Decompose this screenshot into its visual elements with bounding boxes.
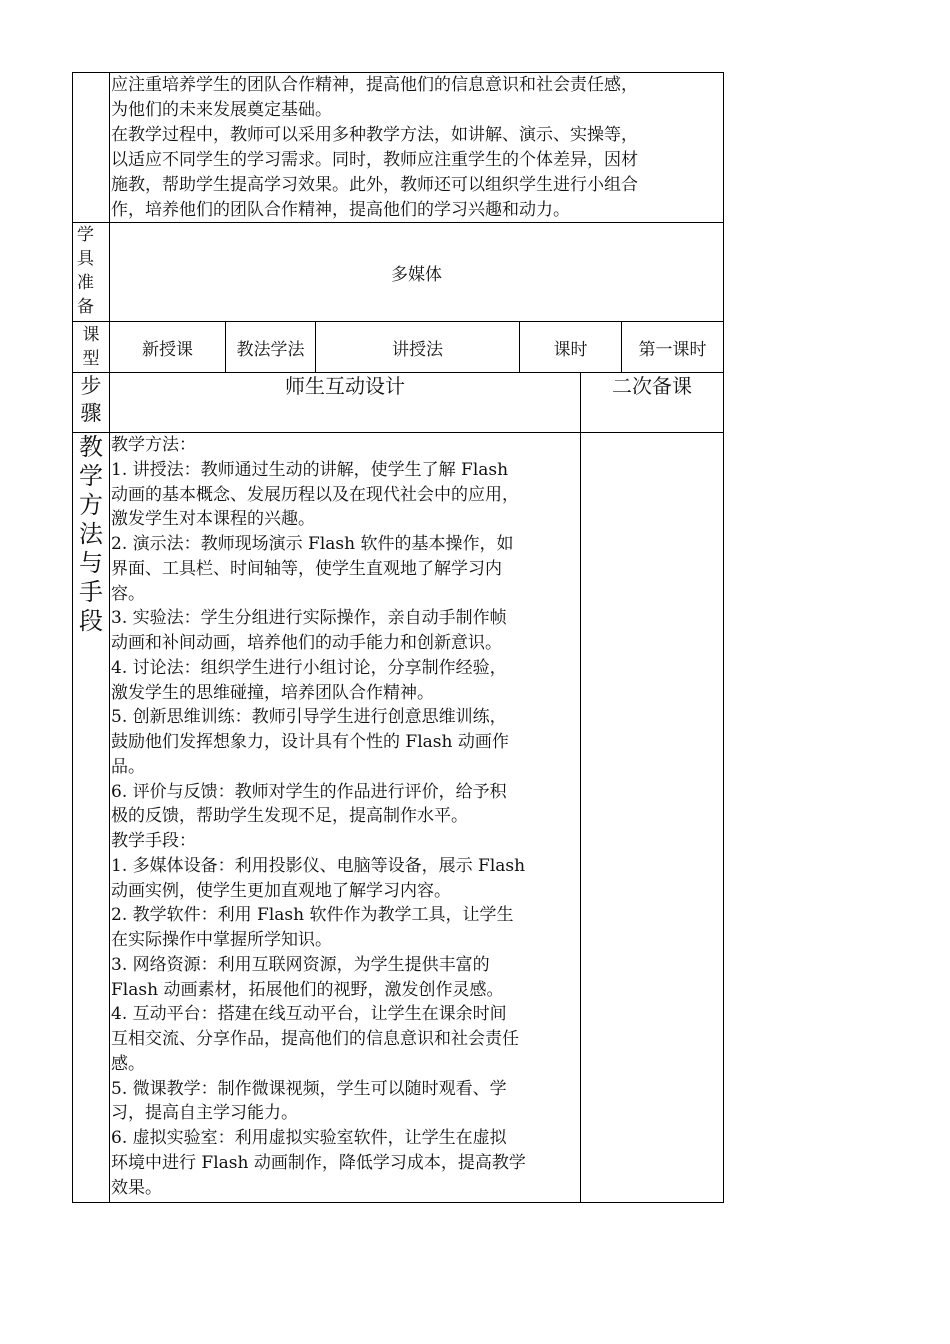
course-type-label-char: 型 xyxy=(82,349,100,369)
methods-text-line: 界面、工具栏、时间轴等，使学生直观地了解学习内 xyxy=(111,558,502,579)
methods-text-line: 3. 实验法：学生分组进行实际操作，亲自动手制作帧 xyxy=(111,608,507,629)
hours-value-cell xyxy=(621,321,724,373)
methods-text-line: 动画的基本概念、发展历程以及在现代社会中的应用， xyxy=(111,484,519,505)
methods-text-line: 4. 讨论法：组织学生进行小组讨论，分享制作经验， xyxy=(111,657,507,678)
prep-label xyxy=(73,223,109,319)
intro-text-line: 以适应不同学生的学习需求。同时，教师应注重学生的个体差异，因材 xyxy=(111,150,638,170)
methods-label-char: 教 xyxy=(79,433,103,461)
course-type-label-cell xyxy=(72,321,110,373)
methods-text-line: 2. 演示法：教师现场演示 Flash 软件的基本操作，如 xyxy=(111,534,514,554)
intro-text xyxy=(111,73,723,223)
method-value: 讲授法 xyxy=(392,339,443,360)
methods-text-line: 2. 教学软件：利用 Flash 软件作为教学工具，让学生 xyxy=(111,905,514,926)
methods-text-line: 6. 虚拟实验室：利用虚拟实验室软件，让学生在虚拟 xyxy=(111,1128,507,1148)
prep-value: 多媒体 xyxy=(391,264,442,285)
methods-label-char: 方 xyxy=(79,491,103,519)
design-title-cell xyxy=(109,372,581,433)
course-type-value-cell xyxy=(109,321,226,373)
methods-text-line: 教学方法： xyxy=(111,435,196,455)
methods-text-line: 动画实例，使学生更加直观地了解学习内容。 xyxy=(111,880,451,901)
methods-text-line: 5. 创新思维训练：教师引导学生进行创意思维训练， xyxy=(111,707,507,728)
prep-label-char: 准 xyxy=(77,273,94,293)
course-type-value: 新授课 xyxy=(142,339,193,360)
design-title: 师生互动设计 xyxy=(285,374,405,398)
prep-label-cell xyxy=(72,222,110,322)
methods-text-line: Flash 动画素材，拓展他们的视野，激发创作灵感。 xyxy=(111,979,504,1000)
hours-label-cell xyxy=(519,321,622,373)
methods-second-prep-cell xyxy=(580,432,724,1203)
methods-label-char: 与 xyxy=(79,549,103,577)
methods-text-line: 品。 xyxy=(111,756,145,777)
methods-label-cell xyxy=(72,432,110,1203)
methods-text xyxy=(111,433,579,1200)
second-prep-title: 二次备课 xyxy=(612,374,692,398)
intro-text-cell xyxy=(109,72,724,223)
methods-content-cell xyxy=(109,432,581,1203)
methods-text-line: 环境中进行 Flash 动画制作，降低学习成本，提高教学 xyxy=(111,1152,526,1173)
steps-label-char: 步 xyxy=(80,374,102,398)
methods-text-line: 习，提高自主学习能力。 xyxy=(111,1103,298,1124)
methods-text-line: 在实际操作中掌握所学知识。 xyxy=(111,930,332,950)
prep-value-cell xyxy=(109,222,724,322)
methods-label-char: 学 xyxy=(79,462,103,490)
steps-label xyxy=(73,373,109,427)
methods-text-line: 3. 网络资源：利用互联网资源，为学生提供丰富的 xyxy=(111,954,490,975)
methods-text-line: 激发学生的思维碰撞，培养团队合作精神。 xyxy=(111,682,434,703)
intro-text-line: 在教学过程中，教师可以采用多种教学方法，如讲解、演示、实操等， xyxy=(111,125,638,145)
intro-text-line: 应注重培养学生的团队合作精神，提高他们的信息意识和社会责任感， xyxy=(111,75,638,95)
second-prep-cell xyxy=(580,372,724,433)
intro-text-line: 为他们的未来发展奠定基础。 xyxy=(111,100,332,120)
methods-text-line: 鼓励他们发挥想象力，设计具有个性的 Flash 动画作 xyxy=(111,732,509,752)
methods-text-line: 教学手段： xyxy=(111,831,196,851)
steps-label-char: 骤 xyxy=(80,401,102,425)
intro-text-line: 施教，帮助学生提高学习效果。此外，教师还可以组织学生进行小组合 xyxy=(111,175,638,195)
methods-text-line: 互相交流、分享作品，提高他们的信息意识和社会责任 xyxy=(111,1029,519,1049)
intro-label-cell xyxy=(72,72,110,223)
prep-label-char: 备 xyxy=(77,297,94,317)
methods-text-line: 动画和补间动画，培养他们的动手能力和创新意识。 xyxy=(111,633,502,653)
course-type-label-char: 课 xyxy=(82,325,100,345)
methods-text-line: 1. 多媒体设备：利用投影仪、电脑等设备，展示 Flash xyxy=(111,855,526,876)
hours-label: 课时 xyxy=(553,339,588,360)
methods-text-line: 激发学生对本课程的兴趣。 xyxy=(111,509,315,530)
methods-label-char: 手 xyxy=(79,578,103,606)
methods-label xyxy=(73,433,109,636)
methods-text-line: 感。 xyxy=(111,1053,145,1074)
methods-text-line: 极的反馈，帮助学生发现不足，提高制作水平。 xyxy=(111,806,468,827)
course-type-label xyxy=(73,323,109,371)
methods-text-line: 1. 讲授法：教师通过生动的讲解，使学生了解 Flash xyxy=(111,459,509,480)
steps-label-cell xyxy=(72,372,110,433)
method-label: 教法学法 xyxy=(236,339,305,360)
methods-label-char: 段 xyxy=(79,607,103,635)
methods-label-char: 法 xyxy=(79,520,103,548)
methods-text-line: 6. 评价与反馈：教师对学生的作品进行评价，给予积 xyxy=(111,781,507,802)
hours-value: 第一课时 xyxy=(638,339,707,360)
methods-text-line: 容。 xyxy=(111,583,145,604)
methods-text-line: 4. 互动平台：搭建在线互动平台，让学生在课余时间 xyxy=(111,1004,507,1025)
intro-text-line: 作，培养他们的团队合作精神，提高他们的学习兴趣和动力。 xyxy=(111,200,570,220)
prep-label-char: 学 xyxy=(77,225,94,245)
methods-text-line: 效果。 xyxy=(111,1177,162,1198)
method-label-cell xyxy=(225,321,316,373)
method-value-cell xyxy=(315,321,520,373)
methods-text-line: 5. 微课教学：制作微课视频，学生可以随时观看、学 xyxy=(111,1078,507,1099)
prep-label-char: 具 xyxy=(77,249,94,269)
